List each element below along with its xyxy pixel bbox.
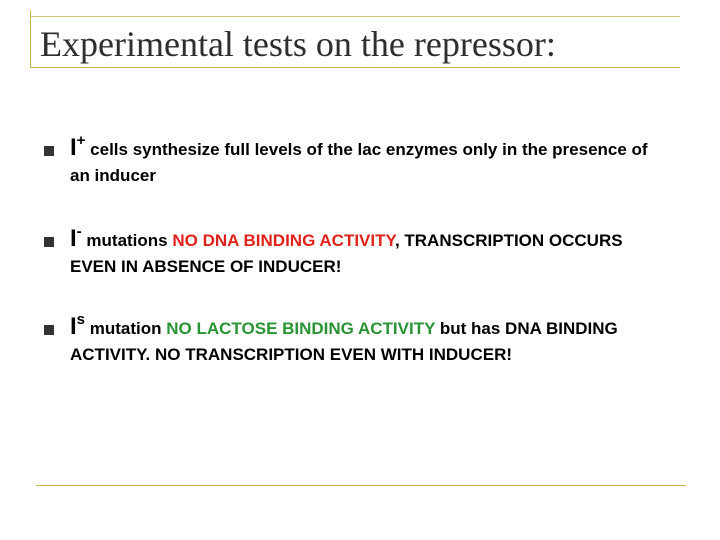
bullet-body-start: mutation	[89, 319, 162, 338]
highlight-green: NO LACTOSE BINDING ACTIVITY	[166, 319, 436, 338]
bullet-body: cells synthesize full levels of the lac enzymes only in the presence of an inducer	[70, 140, 648, 185]
top-rule	[30, 16, 680, 17]
bullet-text-2	[70, 223, 670, 280]
gene-superscript: s	[76, 311, 86, 328]
bottom-rule	[36, 485, 686, 486]
bullet-text-1	[70, 132, 670, 189]
bullet-text-3	[70, 311, 670, 368]
gene-symbol: I	[70, 313, 77, 340]
title-left-rule	[30, 10, 31, 67]
bullet-body-start: mutations	[86, 231, 168, 250]
gene-symbol: I	[70, 225, 77, 252]
gene-superscript: -	[76, 223, 82, 240]
gene-superscript: +	[76, 132, 86, 149]
bullet-body-end: but has DNA BINDING ACTIVITY. NO TRANSCRIPTION EVEN WITH INDUCER!	[70, 319, 618, 364]
slide-title: Experimental tests on the repressor:	[40, 24, 556, 64]
gene-symbol: I	[70, 134, 77, 161]
bullet-body-end: , TRANSCRIPTION OCCURS EVEN IN ABSENCE OF INDUCER!	[70, 231, 623, 276]
bullet-square-icon	[44, 237, 54, 247]
title-underline	[30, 67, 680, 68]
bullet-square-icon	[44, 325, 54, 335]
bullet-square-icon	[44, 146, 54, 156]
highlight-red: NO DNA BINDING ACTIVITY	[172, 231, 395, 250]
